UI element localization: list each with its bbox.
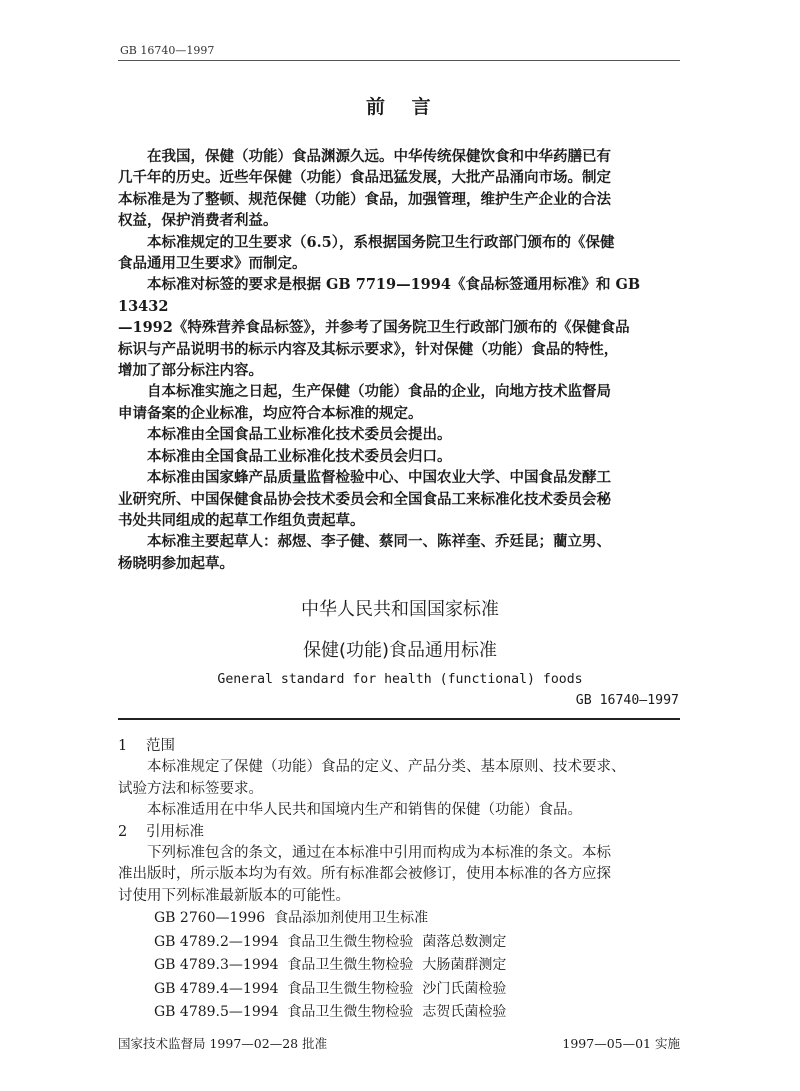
header-rule: [118, 60, 680, 61]
standard-body: [118, 736, 686, 1025]
foreword-paragraph: 本标准由全国食品工业标准化技术委员会归口。: [147, 447, 452, 465]
section-paragraph: 本标准适用在中华人民共和国境内生产和销售的保健（功能）食品。: [147, 802, 582, 819]
standard-title-line2: 保健(功能)食品通用标准: [302, 640, 498, 661]
standard-code: GB 16740—1997: [575, 693, 679, 708]
section-heading-scope: [118, 736, 686, 757]
reference-item: GB 4789.5—1994 食品卫生微生物检验 志贺氏菌检验: [154, 1004, 507, 1021]
foreword-paragraph: 本标准由全国食品工业标准化技术委员会提出。: [147, 426, 452, 444]
title-rule: [118, 718, 680, 720]
header-standard-code: GB 16740—1997: [120, 44, 215, 57]
section-paragraph: 本标准规定了保健（功能）食品的定义、产品分类、基本原则、技术要求、 试验方法和标签要求。: [118, 759, 626, 797]
foreword-paragraph: 本标准规定的卫生要求（6.5），系根据国务院卫生行政部门颁布的《保健 食品通用卫生要求》而制定。: [118, 233, 615, 273]
reference-item: GB 4789.2—1994 食品卫生微生物检验 菌落总数测定: [154, 933, 507, 950]
foreword-paragraph: 在我国，保健（功能）食品渊源久远。中华传统保健饮食和中华药膳已有 几千年的历史。近些年保健（功能）食品迅猛发展，大批产品涌向市场。制定 本标准是为了整顿、规范保健（功能）食品，加强管理，维护生产企业的合法 权益，保护消费者利益。: [118, 148, 611, 230]
section-heading: 范围: [146, 738, 175, 754]
section-number: 2: [118, 823, 128, 840]
standard-english-title: General standard for health (functional) foods: [217, 672, 583, 687]
standard-title-line1: 中华人民共和国国家标准: [301, 599, 499, 620]
reference-item: GB 2760—1996 食品添加剂使用卫生标准: [154, 910, 429, 927]
foreword-paragraph: 自本标准实施之日起，生产保健（功能）食品的企业，向地方技术监督局 申请备案的企业标准，均应符合本标准的规定。: [118, 383, 611, 422]
footer-approval: 国家技术监督局 1997—02—28 批准: [118, 1036, 328, 1051]
foreword-paragraph: 本标准由国家蜂产品质量监督检验中心、中国农业大学、中国食品发酵工 业研究所、中国保健食品协会技术委员会和全国食品工来标准化技术委员会秘 书处共同组成的起草工作组负责起草。: [118, 469, 611, 529]
section-heading-references: [118, 822, 686, 843]
section-paragraph: 下列标准包含的条文，通过在本标准中引用而构成为本标准的条文。本标 准出版时，所示版本均为有效。所有标准都会被修订，使用本标准的各方应探 讨使用下列标准最新版本的可能性。: [118, 845, 611, 904]
reference-item: GB 4789.3—1994 食品卫生微生物检验 大肠菌群测定: [154, 957, 507, 974]
section-heading: 引用标准: [146, 823, 204, 840]
footer-implementation: 1997—05—01 实施: [562, 1036, 680, 1051]
reference-item: GB 4789.4—1994 食品卫生微生物检验 沙门氏菌检验: [154, 980, 507, 997]
section-number: 1: [118, 738, 128, 754]
foreword-paragraph: 本标准对标签的要求是根据 GB 7719—1994《食品标签通用标准》和 GB 13432 —1992《特殊营养食品标签》，并参考了国务院卫生行政部门颁布的《保健食品 标识与产品说明书的标示内容及其标示要求》，针对保健（功能）食品的特性， 增加了部分标注内容。: [118, 276, 641, 380]
foreword-paragraph: 本标准主要起草人：郝煜、李子健、蔡同一、陈祥奎、乔廷昆；藺立男、 杨晓明参加起草。: [118, 533, 611, 572]
foreword-title: 前 言: [366, 96, 441, 118]
foreword-body: [118, 146, 686, 574]
